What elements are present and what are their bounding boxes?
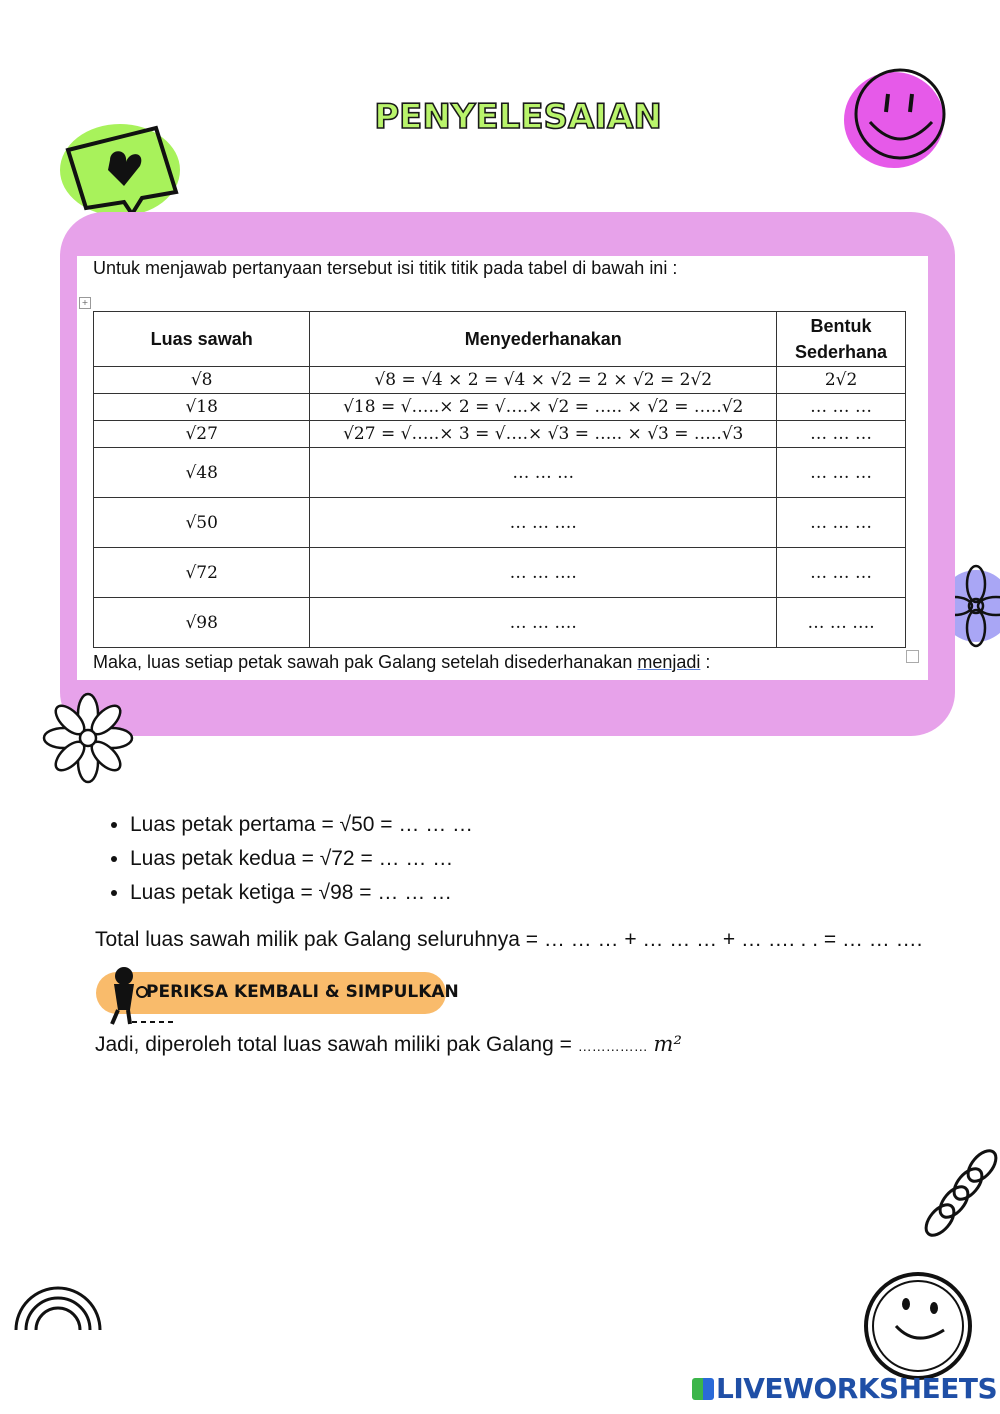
- cell-bentuk[interactable]: … … ….: [777, 598, 906, 648]
- page-title: [374, 92, 662, 140]
- table-row: [94, 448, 906, 498]
- rainbow-icon: [10, 1264, 106, 1334]
- table-row: [94, 548, 906, 598]
- table-row: [94, 394, 906, 421]
- list-item[interactable]: • Luas petak kedua = √72 = … … …: [130, 842, 473, 876]
- brand-text: LIVEWORKSHEETS: [716, 1372, 998, 1405]
- table-row: [94, 498, 906, 548]
- cell-menyederhanakan[interactable]: √27 = √…..× 3 = √….× √3 = ….. × √3 = …..√3: [310, 421, 777, 448]
- cell-bentuk[interactable]: … … …: [777, 498, 906, 548]
- cell-menyederhanakan[interactable]: … … ….: [310, 548, 777, 598]
- table-resize-handle-icon[interactable]: [906, 650, 919, 663]
- conclusion-unit: m²: [653, 1032, 682, 1056]
- cell-luas: √50: [94, 498, 310, 548]
- smiley-face-icon: [842, 64, 954, 172]
- total-area-line[interactable]: Total luas sawah milik pak Galang seluruhnya = … … … + … … … + … …. . . = … … ….: [95, 928, 923, 951]
- plot-area-list: [100, 808, 473, 910]
- daisy-flower-icon: [40, 690, 136, 786]
- conclusion-text: Jadi, diperoleh total luas sawah miliki pak Galang =: [95, 1033, 578, 1056]
- outro-underlined: menjadi: [637, 652, 701, 672]
- header-luas-sawah: Luas sawah: [94, 312, 310, 367]
- header-bentuk-sederhana: Bentuk Sederhana: [777, 312, 906, 367]
- brand-logo: [692, 1372, 997, 1405]
- cell-bentuk[interactable]: … … …: [777, 448, 906, 498]
- cell-luas: √27: [94, 421, 310, 448]
- outro-main: Maka, luas setiap petak sawah pak Galang setelah disederhanakan: [93, 652, 638, 672]
- table-row: [94, 598, 906, 648]
- outro-tail: :: [700, 652, 711, 672]
- conclusion-line: [95, 1032, 682, 1057]
- cell-luas: √48: [94, 448, 310, 498]
- cell-bentuk[interactable]: … … …: [777, 394, 906, 421]
- cell-menyederhanakan[interactable]: … … …: [310, 448, 777, 498]
- cell-menyederhanakan[interactable]: √18 = √…..× 2 = √….× √2 = ….. × √2 = …..√2: [310, 394, 777, 421]
- heart-chat-icon: [58, 122, 188, 222]
- page-title-text: PENYELESAIAN: [374, 97, 662, 137]
- cell-luas: √8: [94, 367, 310, 394]
- cell-bentuk: 2√2: [777, 367, 906, 394]
- liveworksheets-logo-icon: [692, 1378, 714, 1400]
- table-header-row: [94, 312, 906, 367]
- table-row: [94, 367, 906, 394]
- smiley-outline-icon: [862, 1268, 972, 1368]
- spring-coil-icon: [920, 1144, 1000, 1244]
- conclusion-blank[interactable]: ……………: [577, 1038, 648, 1054]
- cell-menyederhanakan[interactable]: … … ….: [310, 598, 777, 648]
- simplification-table: [93, 311, 906, 648]
- table-row: [94, 421, 906, 448]
- list-item[interactable]: • Luas petak pertama = √50 = … … …: [130, 808, 473, 842]
- cell-luas: √18: [94, 394, 310, 421]
- header-menyederhanakan: Menyederhanakan: [310, 312, 777, 367]
- cell-menyederhanakan[interactable]: … … ….: [310, 498, 777, 548]
- cell-bentuk[interactable]: … … …: [777, 548, 906, 598]
- outro-text: [93, 652, 710, 673]
- cell-luas: √98: [94, 598, 310, 648]
- cell-bentuk[interactable]: … … …: [777, 421, 906, 448]
- check-banner-label: PERIKSA KEMBALI & SIMPULKAN: [146, 982, 459, 1002]
- table-move-handle-icon[interactable]: +: [79, 297, 91, 309]
- cell-luas: √72: [94, 548, 310, 598]
- intro-text: Untuk menjawab pertanyaan tersebut isi titik titik pada tabel di bawah ini :: [93, 258, 678, 278]
- cell-menyederhanakan: √8 = √4 × 2 = √4 × √2 = 2 × √2 = 2√2: [310, 367, 777, 394]
- list-item[interactable]: • Luas petak ketiga = √98 = … … …: [130, 876, 473, 910]
